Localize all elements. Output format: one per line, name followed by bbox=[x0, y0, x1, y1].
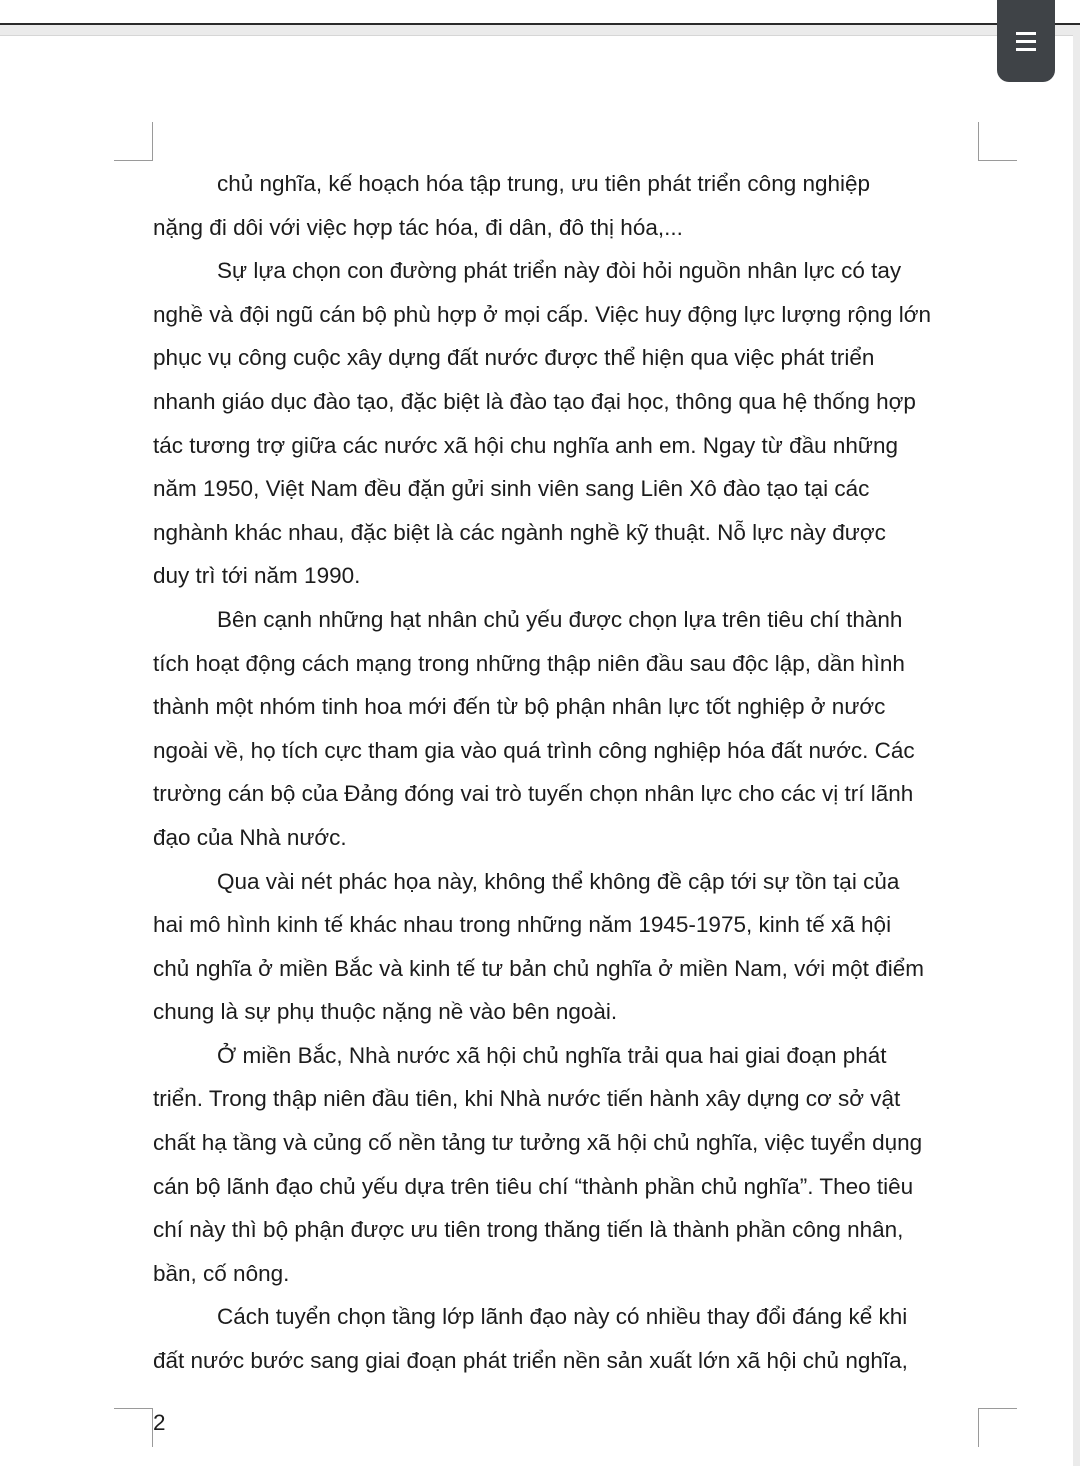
text-line: tác tương trợ giữa các nước xã hội chu nghĩa anh em. Ngay từ đầu những bbox=[153, 432, 898, 458]
document-body bbox=[153, 162, 975, 1383]
text-line: tích hoạt động cách mạng trong những thập niên đầu sau độc lập, dần hình bbox=[153, 650, 905, 676]
text-line: đạo của Nhà nước. bbox=[153, 824, 347, 850]
text-line: chủ nghĩa ở miền Bắc và kinh tế tư bản chủ nghĩa ở miền Nam, với một điểm bbox=[153, 955, 924, 981]
crop-mark-top-left bbox=[114, 122, 153, 161]
top-bar bbox=[0, 0, 1080, 23]
text-line: chí này thì bộ phận được ưu tiên trong thăng tiến là thành phần công nhân, bbox=[153, 1217, 904, 1243]
text-line: ngoài về, họ tích cực tham gia vào quá trình công nghiệp hóa đất nước. Các bbox=[153, 737, 915, 763]
text-line: thành một nhóm tinh hoa mới đến từ bộ phận nhân lực tốt nghiệp ở nước bbox=[153, 694, 886, 720]
text-line: Sự lựa chọn con đường phát triển này đòi hỏi nguồn nhân lực có tay bbox=[217, 258, 902, 284]
text-line: chủ nghĩa, kế hoạch hóa tập trung, ưu tiên phát triển công nghiệp bbox=[217, 171, 871, 196]
text-line: bần, cố nông. bbox=[153, 1260, 290, 1286]
text-line: hai mô hình kinh tế khác nhau trong những năm 1945-1975, kinh tế xã hội bbox=[153, 912, 892, 938]
text-line: cán bộ lãnh đạo chủ yếu dựa trên tiêu chí “thành phần chủ nghĩa”. Theo tiêu bbox=[153, 1173, 914, 1199]
text-line: Ở miền Bắc, Nhà nước xã hội chủ nghĩa trải qua hai giai đoạn phát bbox=[217, 1042, 887, 1068]
top-divider bbox=[0, 23, 1080, 25]
text-line: nặng đi dôi với việc hợp tác hóa, đi dân, đô thị hóa,... bbox=[153, 214, 683, 240]
text-line: Cách tuyển chọn tầng lớp lãnh đạo này có nhiều thay đổi đáng kể khi bbox=[217, 1304, 908, 1330]
hamburger-menu-icon bbox=[1016, 32, 1036, 51]
page-number: 2 bbox=[153, 1410, 166, 1435]
text-line: phục vụ công cuộc xây dựng đất nước được thể hiện qua việc phát triển bbox=[153, 345, 875, 371]
text-line: nghề và đội ngũ cán bộ phù hợp ở mọi cấp. Việc huy động lực lượng rộng lớn bbox=[153, 301, 931, 327]
text-line: nhanh giáo dục đào tạo, đặc biệt là đào tạo đại học, thông qua hệ thống hợp bbox=[153, 388, 916, 414]
text-line: chung là sự phụ thuộc nặng nề vào bên ngoài. bbox=[153, 999, 618, 1025]
text-line: chất hạ tầng và củng cố nền tảng tư tưởng xã hội chủ nghĩa, việc tuyển dụng bbox=[153, 1130, 923, 1156]
crop-mark-top-right bbox=[978, 122, 1017, 161]
crop-mark-bottom-left bbox=[114, 1408, 153, 1447]
crop-mark-bottom-right bbox=[978, 1408, 1017, 1447]
menu-button[interactable] bbox=[997, 0, 1055, 82]
text-line: duy trì tới năm 1990. bbox=[153, 563, 361, 589]
text-line: triển. Trong thập niên đầu tiên, khi Nhà nước tiến hành xây dựng cơ sở vật bbox=[153, 1086, 901, 1112]
text-line: trường cán bộ của Đảng đóng vai trò tuyến chọn nhân lực cho các vị trí lãnh bbox=[153, 781, 914, 807]
text-line: Qua vài nét phác họa này, không thể không đề cập tới sự tồn tại của bbox=[217, 868, 900, 894]
text-line: nghành khác nhau, đặc biệt là các ngành nghề kỹ thuật. Nỗ lực này được bbox=[153, 519, 886, 545]
text-line: Bên cạnh những hạt nhân chủ yếu được chọn lựa trên tiêu chí thành bbox=[217, 606, 903, 632]
text-line: đất nước bước sang giai đoạn phát triển nền sản xuất lớn xã hội chủ nghĩa, bbox=[153, 1348, 908, 1374]
text-line: năm 1950, Việt Nam đều đặn gửi sinh viên sang Liên Xô đào tạo tại các bbox=[153, 476, 870, 502]
